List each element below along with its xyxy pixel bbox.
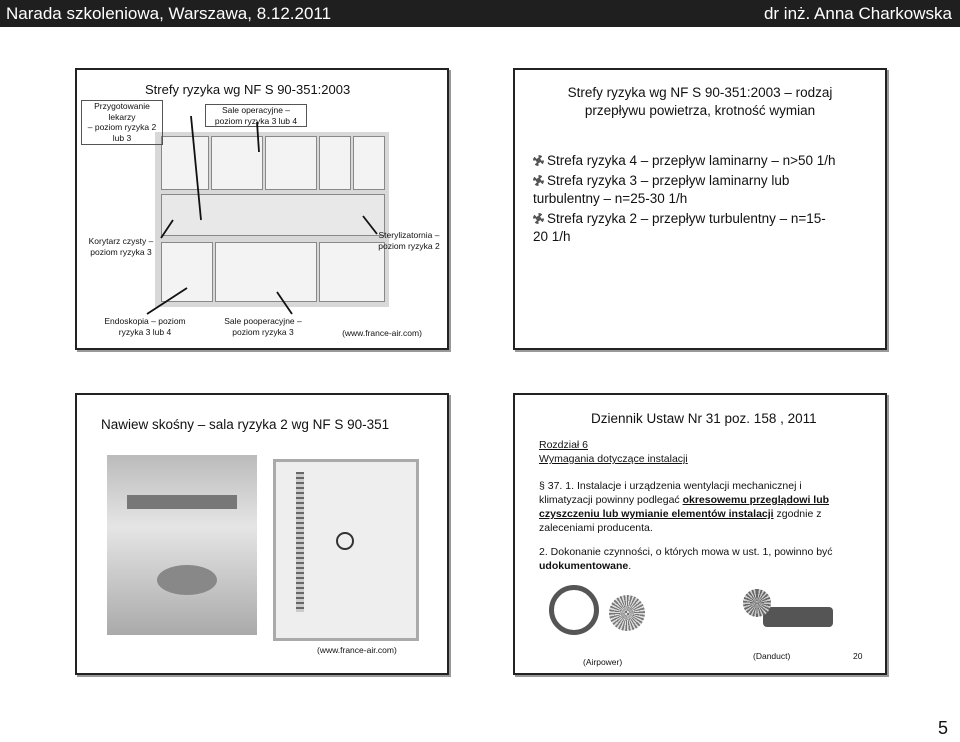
cleaning-machine-photo: [549, 585, 649, 643]
slide3-title: Nawiew skośny – sala ryzyka 2 wg NF S 90-351: [101, 417, 390, 432]
label-korytarz: Korytarz czysty – poziom ryzyka 3: [88, 236, 154, 257]
slide-dziennik: [513, 393, 887, 675]
rozdzial: Rozdział 6: [539, 439, 589, 451]
header-left: Narada szkoleniowa, Warszawa, 8.12.2011: [6, 4, 332, 23]
label-sterylizatornia: Sterylizatornia – poziom ryzyka 2: [378, 230, 440, 251]
bullet-icon: [533, 213, 544, 224]
paragraph-2: 2. Dokonanie czynności, o których mowa w ust. 1, powinno być udokumentowane.: [539, 546, 833, 572]
source-credit: (www.france-air.com): [342, 328, 422, 338]
paragraph-1: § 37. 1. Instalacje i urządzenia wentylacji mechanicznej i klimatyzacji powinny podlegać okresowemu przeglądowi lub czyszczeniu lub wymianie elementów instalacji zgodnie z zaleceniami producenta.: [539, 480, 830, 534]
operating-room-photo: [107, 455, 257, 635]
slide-risk-zones: [513, 68, 887, 350]
header-right: dr inż. Anna Charkowska: [763, 4, 952, 23]
label-sale-pooperacyjne: Sale pooperacyjne – poziom ryzyka 3: [224, 316, 302, 337]
wymagania: Wymagania dotyczące instalacji: [539, 453, 688, 465]
slide-nawiew: [75, 393, 449, 675]
bullet-icon: [533, 175, 544, 186]
page-number: 5: [938, 718, 949, 738]
header-bar: [0, 0, 960, 27]
slide-floorplan: [75, 68, 449, 350]
room-diagram: [273, 459, 419, 641]
danduct-credit: (Danduct): [753, 651, 791, 661]
robot-photo: [743, 589, 863, 639]
label-przygotowanie: Przygotowanie lekarzy – poziom ryzyka 2 lub 3: [81, 100, 163, 145]
bullet-icon: [533, 155, 544, 166]
slide-number: 20: [853, 651, 863, 661]
label-endoskopia: Endoskopia – poziom ryzyka 3 lub 4: [104, 316, 186, 337]
source-credit: (www.france-air.com): [317, 645, 397, 655]
bullet-2: Strefa ryzyka 3 – przepływ laminarny lub turbulentny – n=25-30 1/h: [533, 173, 790, 206]
bullet-1: Strefa ryzyka 4 – przepływ laminarny – n>50 1/h: [533, 152, 863, 170]
bullet-3: Strefa ryzyka 2 – przepływ turbulentny – n=15- 20 1/h: [533, 211, 826, 244]
pointer-lines: [77, 70, 447, 348]
slide4-title: Dziennik Ustaw Nr 31 poz. 158 , 2011: [591, 411, 817, 426]
slide2-title: Strefy ryzyka wg NF S 90-351:2003 – rodzaj przepływu powietrza, krotność wymian: [567, 85, 833, 118]
label-sale-operacyjne: Sale operacyjne – poziom ryzyka 3 lub 4: [205, 104, 307, 127]
slide1-title: Strefy ryzyka wg NF S 90-351:2003: [145, 82, 351, 97]
airpower-credit: (Airpower): [583, 657, 623, 667]
